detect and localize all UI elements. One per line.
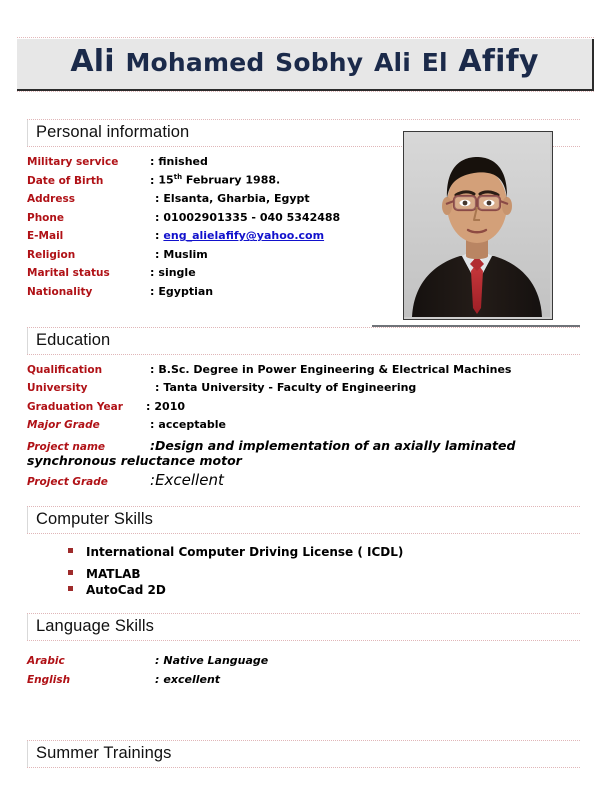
field-value: : 2010 bbox=[146, 399, 186, 413]
section-title: Education bbox=[36, 331, 111, 349]
field-label: University bbox=[27, 382, 88, 395]
section-title: Personal information bbox=[36, 123, 190, 141]
field-value: : 01002901335 - 040 5342488 bbox=[155, 210, 341, 224]
field-value: : Native Language bbox=[155, 653, 269, 667]
project-name-line2: synchronous reluctance motor bbox=[27, 453, 242, 469]
field-value: : eng_alielafify@yahoo.com bbox=[155, 229, 325, 243]
avatar bbox=[403, 131, 553, 320]
field-label: Date of Birth bbox=[27, 174, 104, 187]
section-language-skills bbox=[27, 613, 580, 691]
section-education bbox=[27, 327, 580, 488]
heading-rule-bottom bbox=[27, 533, 580, 534]
field-label: E-Mail bbox=[27, 230, 64, 243]
project-name-row bbox=[27, 437, 580, 453]
name-word-6: Afify bbox=[458, 44, 539, 79]
date-ordinal-suffix: th bbox=[173, 173, 183, 182]
language-skills-heading bbox=[27, 613, 580, 641]
list-item bbox=[27, 567, 580, 581]
heading-left-tick bbox=[27, 614, 28, 640]
field-row bbox=[27, 674, 580, 686]
field-label: Religion bbox=[27, 248, 76, 261]
heading-left-tick bbox=[27, 328, 28, 354]
field-label: Address bbox=[27, 193, 75, 206]
language-skills-fields bbox=[27, 641, 580, 686]
email-link[interactable]: eng_alielafify@yahoo.com bbox=[163, 229, 325, 243]
portrait-photo bbox=[404, 132, 550, 317]
field-label: English bbox=[27, 674, 71, 687]
field-label: Phone bbox=[27, 211, 64, 224]
name-word-3: Sobhy bbox=[275, 48, 364, 77]
computer-skills-list bbox=[27, 534, 580, 597]
field-row bbox=[27, 419, 580, 431]
section-title: Computer Skills bbox=[36, 510, 154, 528]
summer-trainings-heading bbox=[27, 740, 580, 768]
field-label: Marital status bbox=[27, 267, 110, 280]
bullet-square-icon bbox=[68, 548, 73, 553]
field-value: : Muslim bbox=[155, 247, 208, 261]
page-title bbox=[17, 43, 592, 81]
name-word-5: El bbox=[421, 48, 448, 77]
name-word-2: Mohamed bbox=[125, 48, 265, 77]
project-grade-row bbox=[27, 473, 580, 488]
section-computer-skills bbox=[27, 506, 580, 599]
field-label: Military service bbox=[27, 155, 119, 168]
field-value: : single bbox=[150, 266, 196, 280]
education-fields bbox=[27, 355, 580, 489]
field-label: Qualification bbox=[27, 363, 103, 376]
name-word-4: Ali bbox=[373, 48, 412, 77]
field-value: : 15th February 1988. bbox=[150, 173, 281, 187]
education-heading bbox=[27, 327, 580, 355]
section-summer-trainings bbox=[27, 740, 580, 768]
field-value: : Tanta University - Faculty of Engineering bbox=[155, 381, 417, 395]
field-value: : Egyptian bbox=[150, 284, 214, 298]
field-row bbox=[27, 364, 580, 376]
field-value: : Elsanta, Gharbia, Egypt bbox=[155, 192, 310, 206]
field-value: :Excellent bbox=[150, 471, 224, 490]
field-value: :Design and implementation of an axially laminated bbox=[150, 437, 516, 453]
list-item-label: International Computer Driving License ( ICDL) bbox=[86, 544, 404, 559]
name-word-1: Ali bbox=[70, 44, 115, 79]
bullet-square-icon bbox=[68, 586, 73, 591]
heading-rule-bottom bbox=[27, 354, 580, 355]
field-row bbox=[27, 655, 580, 667]
field-label: Major Grade bbox=[27, 419, 100, 432]
list-item bbox=[27, 583, 580, 597]
list-item bbox=[27, 545, 580, 559]
section-title: Summer Trainings bbox=[36, 744, 172, 762]
field-value: : B.Sc. Degree in Power Engineering & Electrical Machines bbox=[150, 362, 512, 376]
field-label: Nationality bbox=[27, 285, 93, 298]
name-header bbox=[17, 37, 594, 93]
bullet-square-icon bbox=[68, 570, 73, 575]
heading-left-tick bbox=[27, 741, 28, 767]
field-value: : excellent bbox=[155, 673, 221, 687]
heading-left-tick bbox=[27, 507, 28, 533]
field-label: Project Grade bbox=[27, 476, 108, 489]
heading-rule-bottom bbox=[27, 640, 580, 641]
field-value: : acceptable bbox=[150, 418, 226, 432]
heading-left-tick bbox=[27, 120, 28, 146]
field-label: Graduation Year bbox=[27, 400, 123, 413]
list-item-label: MATLAB bbox=[86, 566, 141, 581]
field-label: Project name bbox=[27, 440, 106, 453]
field-label: Arabic bbox=[27, 654, 65, 667]
computer-skills-heading bbox=[27, 506, 580, 534]
header-rule-bottom bbox=[17, 91, 594, 93]
field-row bbox=[27, 382, 580, 394]
field-value: : finished bbox=[150, 154, 208, 168]
field-row bbox=[27, 401, 580, 413]
name-bar bbox=[17, 39, 594, 91]
list-item-label: AutoCad 2D bbox=[86, 582, 166, 597]
section-title: Language Skills bbox=[36, 617, 154, 635]
heading-rule-bottom bbox=[27, 767, 580, 768]
